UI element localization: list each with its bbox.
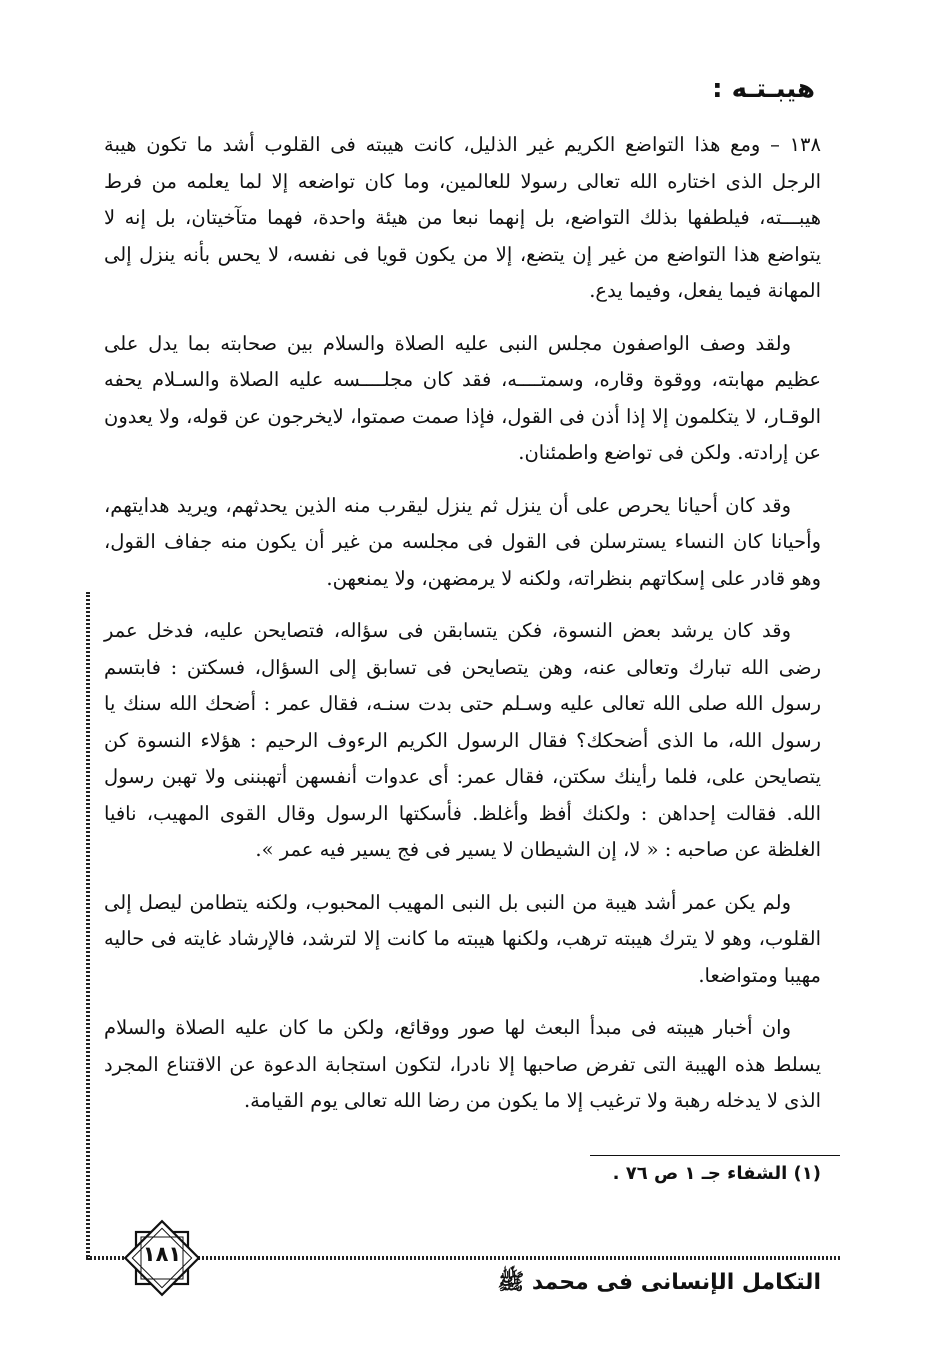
book-title-footer: التكامل الإنسانى فى محمد ﷺ	[497, 1270, 821, 1295]
page-number-badge	[116, 1212, 208, 1304]
footnote: (١) الشفاء جـ ١ ص ٧٦ .	[612, 1163, 821, 1184]
footnote-divider	[590, 1155, 840, 1156]
left-decorative-border	[86, 592, 90, 1260]
paragraph-1: ١٣٨ – ومع هذا التواضع الكريم غير الذليل، كانت هيبته فى القلوب أشد ما تكون هيبة الرجل الذى اختاره الله تعالى رسولا للعالمين، وما كان تواضعه إلا لما يعلمه من فرط هيبـــته، فيلطفها بذلك التواضع، بل إنهما نبعا من هيئة واحدة، فهما متآخيتان، بل إنه لا يتواضع هذا التواضع من غير إن يتضع، إلا من يكون قويا فى نفسه، لا يحس بأنه ينزل إلى المهانة فيما يفعل، وفيما يدع.	[104, 133, 821, 302]
paragraph-3: وقد كان أحيانا يحرص على أن ينزل ثم ينزل ليقرب منه الذين يحدثهم، ويريد هدايتهم، وأحيانا كان النساء يسترسلن فى القول فى مجلسه من غير أن يكون منه جفاف القول، وهو قادر على إسكاتهم بنظراته، ولكنه لا يرمضهن، ولا يمنعهن.	[104, 493, 821, 590]
paragraph-2: ولقد وصف الواصفون مجلس النبى عليه الصلاة والسلام بين صحابته بما يدل على عظيم مهابته، ووقوة وقاره، وسمتــــه، فقد كان مجلــــسه عليه الصلاة والسـلام يحفه الوقـار، لا يتكلمون إلا إذا أذن فى القول، فإذا صمت صمتوا، لايخرجون عن قوله، ولا يعدون عن إرادته. ولكن فى تواضع واطمئنان.	[104, 331, 821, 464]
body-text	[104, 127, 821, 1136]
page-number: ١٨١	[142, 1242, 182, 1266]
paragraph-5: ولم يكن عمر أشد هيبة من النبى بل النبى المهيب المحبوب، ولكنه يتطامن ليصل إلى القلوب، وهو لا يترك هيبته ترهب، ولكنها هيبته ما كانت إلا لترشد، فالإرشاد غايته فى حاليه مهيبا ومتواضعا.	[104, 890, 821, 987]
section-heading: هيبـتـه :	[712, 74, 815, 104]
paragraph-4: وقد كان يرشد بعض النسوة، فكن يتسابقن فى سؤاله، فتصايحن عليه، فدخل عمر رضى الله تبارك وتعالى عنه، وهن يتصايحن فى تسابق إلى السؤال، فسكتن : فابتسم رسول الله صلى الله تعالى عليه وسـلم حتى بدت سنـه، فقال عمر : أضحك الله سنك يا رسول الله، ما الذى أضحكك؟ فقال الرسول الكريم الرءوف الرحيم : هؤلاء النسوة كن يتصايحن على، فلما رأينك سكتن، فقال عمر: أى عدوات أنفسهن أتهبننى ولا تهبن رسول الله. فقالت إحداهن : ولكنك أفظ وأغلظ. فأسكتها الرسول وقال القوى المهيب، نافيا الغلظة عن صاحبه : « لا، إن الشيطان لا يسير فى فج يسير فيه عمر ».	[104, 619, 821, 861]
paragraph-6: وان أخبار هيبته فى مبدأ البعث لها صور ووقائع، ولكن ما كان عليه الصلاة والسلام يسلط هذه الهيبة التى تفرض صاحبها إلا نادرا، لتكون استجابة الدعوة عن الاقتناع المجرد الذى لا يدخله رهبة ولا ترغيب إلا ما يكون من رضا الله تعالى يوم القيامة.	[104, 1016, 821, 1112]
